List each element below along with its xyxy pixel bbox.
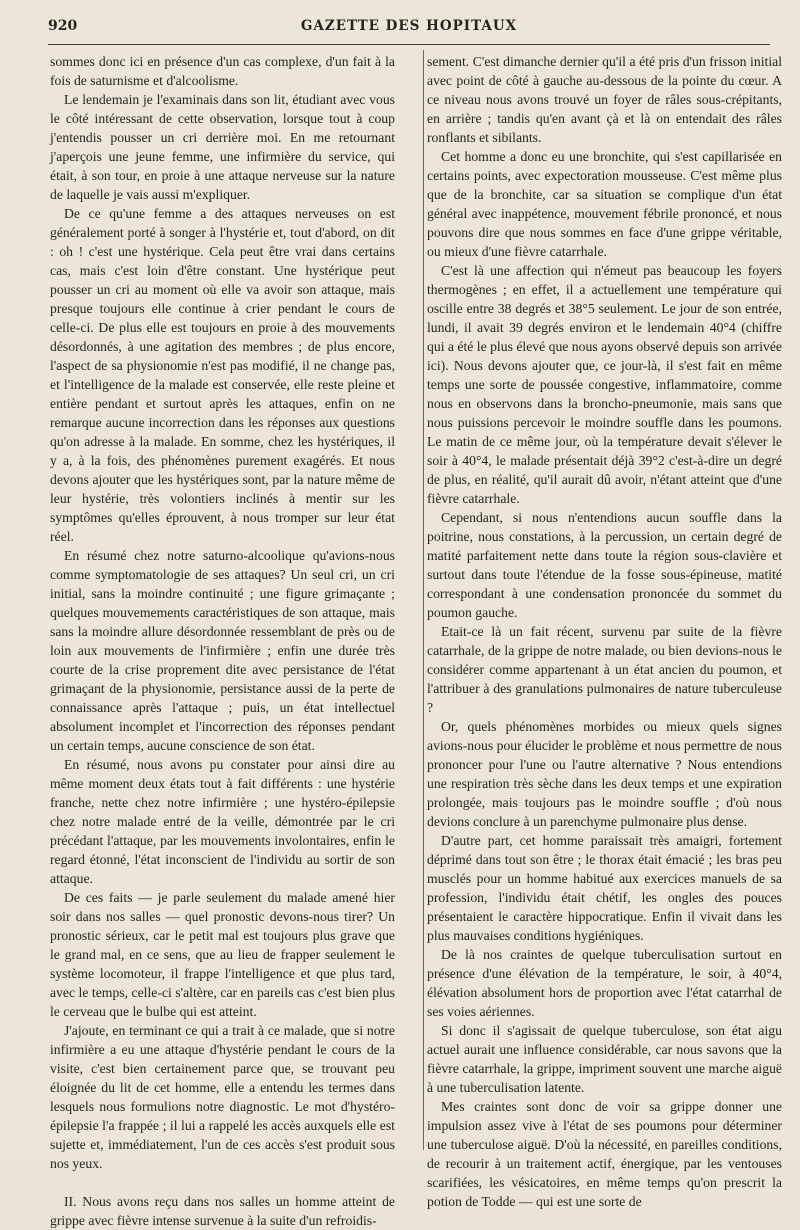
page-header [48,12,770,40]
paragraph: En résumé, nous avons pu constater pour ainsi dire au même moment deux états tout à fait différents : une hystérie franche, nette chez notre infirmière ; une hystéro-épilepsie chez notre malade entré de la veille, démontrée par le cri précédant l'attaque, par les mouvements involontaires, enfin le regard étonné, l'état inconscient de l'individu au sortir de son attaque. [50,757,395,886]
paragraph: Le lendemain je l'examinais dans son lit, étudiant avec vous le côté intéressant de cette observation, lorsque tout à coup j'entendis pousser un cri derrière moi. En me retournant j'aperçois une jeune femme, une infirmière du service, qui était, à son tour, en proie à une attaque nerveuse sur la nature de laquelle je vais aussi m'expliquer. [50,92,395,202]
left-column [50,52,395,1230]
paragraph: De là nos craintes de quelque tuberculisation surtout en présence d'une élévation de la température, le soir, à 40°4, élévation absolument hors de proportion avec l'état catarrhal de ses voies aériennes. [427,947,782,1019]
paragraph: C'est là une affection qui n'émeut pas beaucoup les foyers thermogènes ; en effet, il a actuellement une température qui oscille entre 38 degrés et 38°5 seulement. Le jour de son entrée, lundi, il avait 39 degrés environ et le lendemain 40°4 (chiffre qui a été le plus élevé que nous ayons observé depuis son arrivée ici). Nous devons ajouter que, ce jour-là, il s'est fait en même temps une sorte de poussée congestive, inflammatoire, comme nous en observons dans la broncho-pneumonie, mais sans que nous puissions percevoir le moindre souffle dans les poumons. Le matin de ce même jour, où la température devait s'élever le soir à 40°4, le malade présentait déjà 39°2 c'est-à-dire un degré de plus, en réalité, qu'il aurait dû avoir, n'étant atteint que d'une fièvre catarrhale. [427,263,783,506]
paragraph: Etait-ce là un fait récent, survenu par suite de la fièvre catarrhale, de la grippe de notre malade, ou bien devions-nous le considérer comme appartenant à un état ancien du poumon, et l'attribuer à des granulations pulmonaires de nature tuberculeuse ? [427,624,782,715]
paragraph: Or, quels phénomènes morbides ou mieux quels signes avions-nous pour élucider le problème et nous permettre de nous prononcer pour l'une ou l'autre alternative ? Nous entendions une respiration très sèche dans les deux temps et une expiration prolongée, mais toujours pas le moindre souffle ; d'où nous devions conclure à un parenchyme pulmonaire plus dense. [427,719,782,829]
section-paragraph: II. Nous avons reçu dans nos salles un homme atteint de grippe avec fièvre intense survenue à la suite d'un refroidis- [50,1194,395,1228]
paragraph: De ce qu'une femme a des attaques nerveuses on est généralement porté à songer à l'hystérie et, tout d'abord, on dit : oh ! c'est une hystérique. Cela peut être vrai dans certains cas, mais c'est loin d'être constant. Une hystérique peut pousser un cri au moment où elle va avoir son attaque, mais presque toujours elle continue à crier pendant le cours de celle-ci. De plus elle est toujours en proie à des mouvements désordonnés, à une agitation des membres ; de plus encore, l'aspect de sa physionomie n'est pas modifié, il ne change pas, et l'intelligence de la malade est conservée, elle reste pleine et entière pendant et surtout après les attaques, enfin on ne remarque aucune incorrection dans les réponses aux questions qu'on adresse à la malade. En somme, chez les hystériques, il y a, à la fois, des phénomènes purement exagérés. Et nous devons ajouter que les hystériques sont, par la nature même de leur hystérie, très volontiers inclinés à mentir sur les symptômes qu'elles éprouvent, à nous tromper sur leur état réel. [50,206,395,544]
paragraph: Mes craintes sont donc de voir sa grippe donner une impulsion assez vive à l'état de ses poumons pour déterminer une tuberculose aiguë. D'où la nécessité, en pareilles conditions, de recourir à un traitement actif, énergique, par les ventouses scarifiées, les vésicatoires, en même temps qu'on prescrit la potion de Todde — qui est une sorte de [427,1099,782,1209]
paragraph: De ces faits — je parle seulement du malade amené hier soir dans nos salles — quel pronostic devons-nous tirer? Un pronostic sérieux, car le petit mal est toujours plus grave que le grand mal, en ce sens, que au lieu de frapper seulement le système locomoteur, il frappe l'intelligence et que plus tard, avec le temps, celle-ci s'altère, car en pareils cas c'est bien plus le cerveau que le bulbe qui est atteint. [50,890,395,1019]
paragraph: sommes donc ici en présence d'un cas complexe, d'un fait à la fois de saturnisme et d'alcoolisme. [50,54,395,88]
paragraph: J'ajoute, en terminant ce qui a trait à ce malade, que si notre infirmière a eu une attaque d'hystérie pendant le cours de la visite, c'est bien certainement parce que, se trouvant peu éloignée du lit de cet homme, elle a entendu les termes dans lesquels nous formulions notre diagnostic. Le mot d'hystéro-épilepsie l'a frappée ; il lui a rappelé les accès auxquels elle est sujette et, immédiatement, l'un de ces accès s'est produit sous nos yeux. [50,1023,395,1171]
paragraph: Si donc il s'agissait de quelque tuberculose, son état aigu actuel aurait une influence considérable, car nous savons que la fièvre catarrhale, la grippe, impriment souvent une marche aiguë à une tuberculisation latente. [427,1023,782,1095]
running-title: GAZETTE DES HOPITAUX [300,18,518,34]
page-number: 920 [48,18,78,34]
header-rule [48,44,770,45]
column-divider [423,50,424,1150]
paragraph: sement. C'est dimanche dernier qu'il a été pris d'un frisson initial avec point de côté à gauche au-dessous de la pointe du cœur. A ce niveau nous avons trouvé un foyer de râles sous-crépitants, en arrière ; tandis qu'en avant çà et là on entendait des râles ronflants et sibilants. [427,54,782,145]
right-column [427,52,782,1211]
paragraph: En résumé chez notre saturno-alcoolique qu'avions-nous comme symptomatologie de ses attaques? Un seul cri, un cri initial, sans la moindre continuité ; une figure grimaçante ; quelques mouvemements caractéristiques de son attaque, mais sans la moindre allure désordonnée ressemblant de près ou de loin aux mouvements de l'infirmière ; enfin une durée très courte de la crise proprement dite avec persistance de l'état grimaçant de la physionomie, persistance aussi de la perte de connaissance après l'attaque ; puis, un état intellectuel absolument incomplet et l'incorrection des réponses pendant un certain temps, aucune conscience de son état. [50,548,395,753]
paragraph: Cet homme a donc eu une bronchite, qui s'est capillarisée en certains points, avec expectoration mousseuse. C'est même plus que de la bronchite, car sa situation se complique d'un état général avec inappétence, mouvement fébrile prononcé, et nous pouvons dire que nous sommes en face d'une grippe véritable, ou mieux d'une fièvre catarrhale. [427,149,782,259]
paragraph: Cependant, si nous n'entendions aucun souffle dans la poitrine, nous constations, à la percussion, un certain degré de matité parfaitement nette dans toute la région sous-clavière et surtout dans toute l'étendue de la fosse sous-épineuse, matité correspondant à une condensation prononcée du sommet du poumon gauche. [427,510,782,620]
paragraph: D'autre part, cet homme paraissait très amaigri, fortement déprimé dans tout son être ; le thorax était émacié ; les bras peu musclés pour un homme habitué aux exercices manuels de sa profession, l'individu était chétif, les ongles des pouces présentaient le caractère hippocratique. Enfin il vivait dans les plus mauvaises conditions hygiéniques. [427,833,782,943]
